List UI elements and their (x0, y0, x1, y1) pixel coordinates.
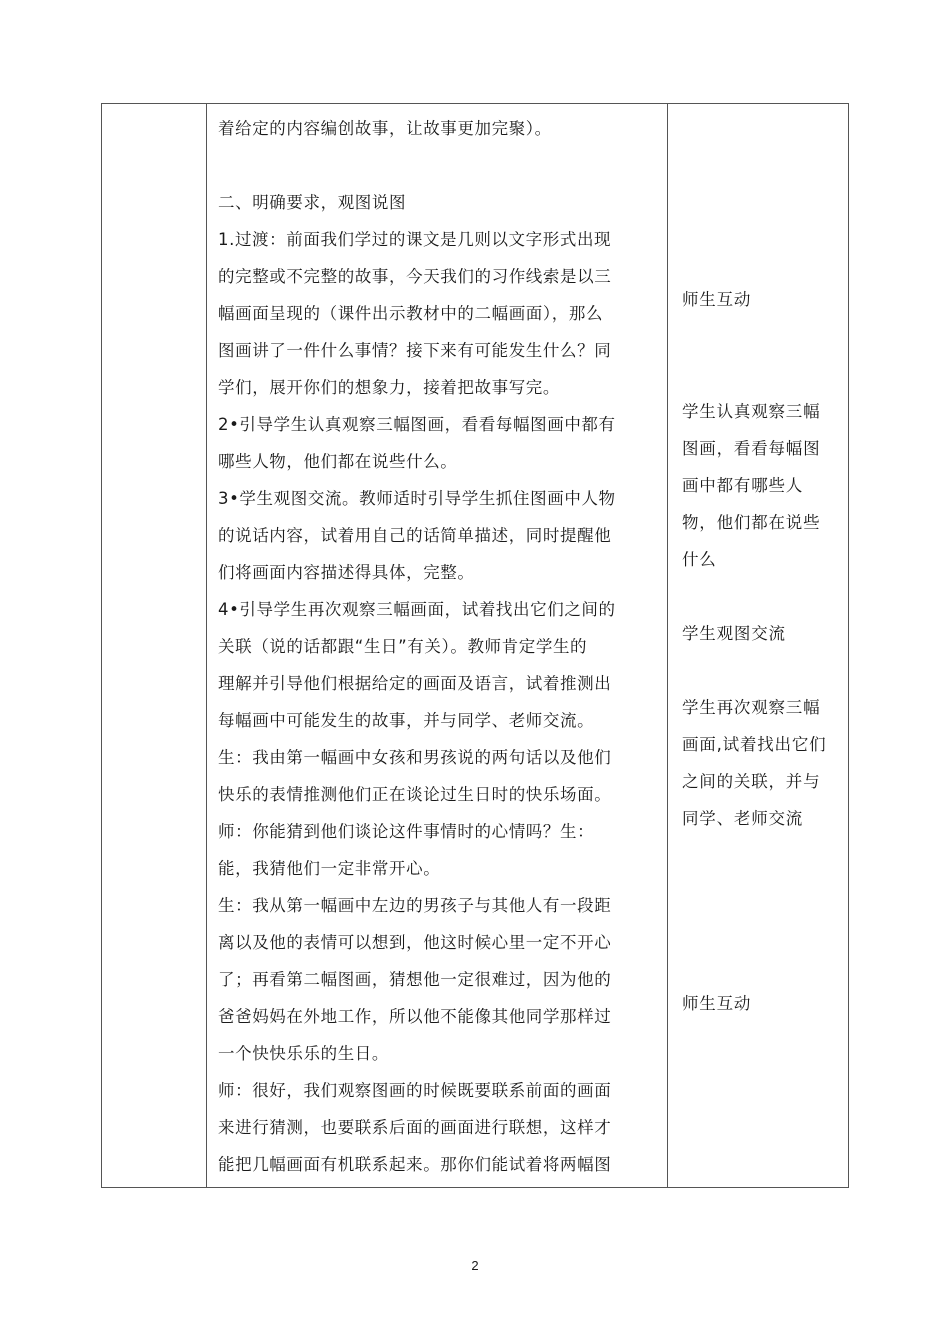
text-line: 着给定的内容编创故事，让故事更加完聚）。 (218, 119, 552, 138)
text-line: 离以及他的表情可以想到，他这时候心里一定不开心 (218, 933, 612, 952)
side-note-interaction-2 (682, 985, 847, 1022)
text-line: 来进行猜测，也要联系后面的画面进行联想，这样才 (218, 1118, 612, 1137)
side-note-line: 学生再次观察三幅 (682, 698, 821, 717)
text-line: 生：我由第一幅画中女孩和男孩说的两句话以及他们 (218, 748, 612, 767)
page-number: 2 (471, 1258, 479, 1273)
column-divider-right (667, 104, 668, 1187)
side-note-line: 师生互动 (682, 994, 752, 1013)
teaching-process-cell (218, 110, 664, 1183)
text-line: 2•引导学生认真观察三幅图画，看看每幅图画中都有 (218, 415, 616, 434)
text-line: 师：很好，我们观察图画的时候既要联系前面的画面 (218, 1081, 612, 1100)
text-line: 4•引导学生再次观察三幅画面，试着找出它们之间的 (218, 600, 616, 619)
text-line: 哪些人物，他们都在说些什么。 (218, 452, 458, 471)
text-line: 师：你能猜到他们谈论这件事情时的心情吗？生： (218, 822, 595, 841)
lesson-table (101, 103, 849, 1188)
text-line: 图画讲了一件什么事情？接下来有可能发生什么？同 (218, 341, 612, 360)
text-line: 生：我从第一幅画中左边的男孩子与其他人有一段距 (218, 896, 612, 915)
side-note-line: 画中都有哪些人 (682, 476, 804, 495)
side-note-line: 师生互动 (682, 290, 752, 309)
text-line: 爸爸妈妈在外地工作，所以他不能像其他同学那样过 (218, 1007, 612, 1026)
side-note-line: 之间的关联，并与 (682, 772, 821, 791)
side-note-line: 同学、老师交流 (682, 809, 804, 828)
text-line: 理解并引导他们根据给定的画面及语言，试着推测出 (218, 674, 612, 693)
column-divider-left (206, 104, 207, 1187)
text-line: 能把几幅画面有机联系起来。那你们能试着将两幅图 (218, 1155, 612, 1174)
text-line: 快乐的表情推测他们正在谈论过生日时的快乐场面。 (218, 785, 612, 804)
text-line: 3•学生观图交流。教师适时引导学生抓住图画中人物 (218, 489, 616, 508)
text-line: 学们，展开你们的想象力，接着把故事写完。 (218, 378, 560, 397)
text-line: 一个快快乐乐的生日。 (218, 1044, 389, 1063)
text-line: 幅画面呈现的（课件出示教材中的二幅画面），那么 (218, 304, 604, 323)
side-note-line: 画面,试着找出它们 (682, 735, 827, 754)
text-line (218, 147, 664, 184)
text-line: 每幅画中可能发生的故事，并与同学、老师交流。 (218, 711, 595, 730)
side-note-observe (682, 393, 847, 578)
side-note-line: 学生观图交流 (682, 624, 786, 643)
text-line: 的说话内容，试着用自己的话简单描述，同时提醒他 (218, 526, 612, 545)
text-line: 1.过渡：前面我们学过的课文是几则以文字形式出现 (218, 230, 612, 249)
text-line: 的完整或不完整的故事，今天我们的习作线索是以三 (218, 267, 612, 286)
text-line: 们将画面内容描述得具体，完整。 (218, 563, 475, 582)
side-note-observe-again (682, 689, 847, 837)
text-line: 关联（说的话都跟“生日”有关）。教师肯定学生的 (218, 637, 588, 656)
text-line: 二、明确要求，观图说图 (218, 193, 407, 212)
text-line: 了；再看第二幅图画，猜想他一定很难过，因为他的 (218, 970, 612, 989)
side-note-line: 图画，看看每幅图 (682, 439, 821, 458)
side-note-line: 什么 (682, 550, 717, 569)
side-note-interaction-1 (682, 281, 847, 318)
side-note-line: 物，他们都在说些 (682, 513, 821, 532)
text-line: 能，我猜他们一定非常开心。 (218, 859, 441, 878)
side-note-line: 学生认真观察三幅 (682, 402, 821, 421)
side-note-exchange (682, 615, 847, 652)
